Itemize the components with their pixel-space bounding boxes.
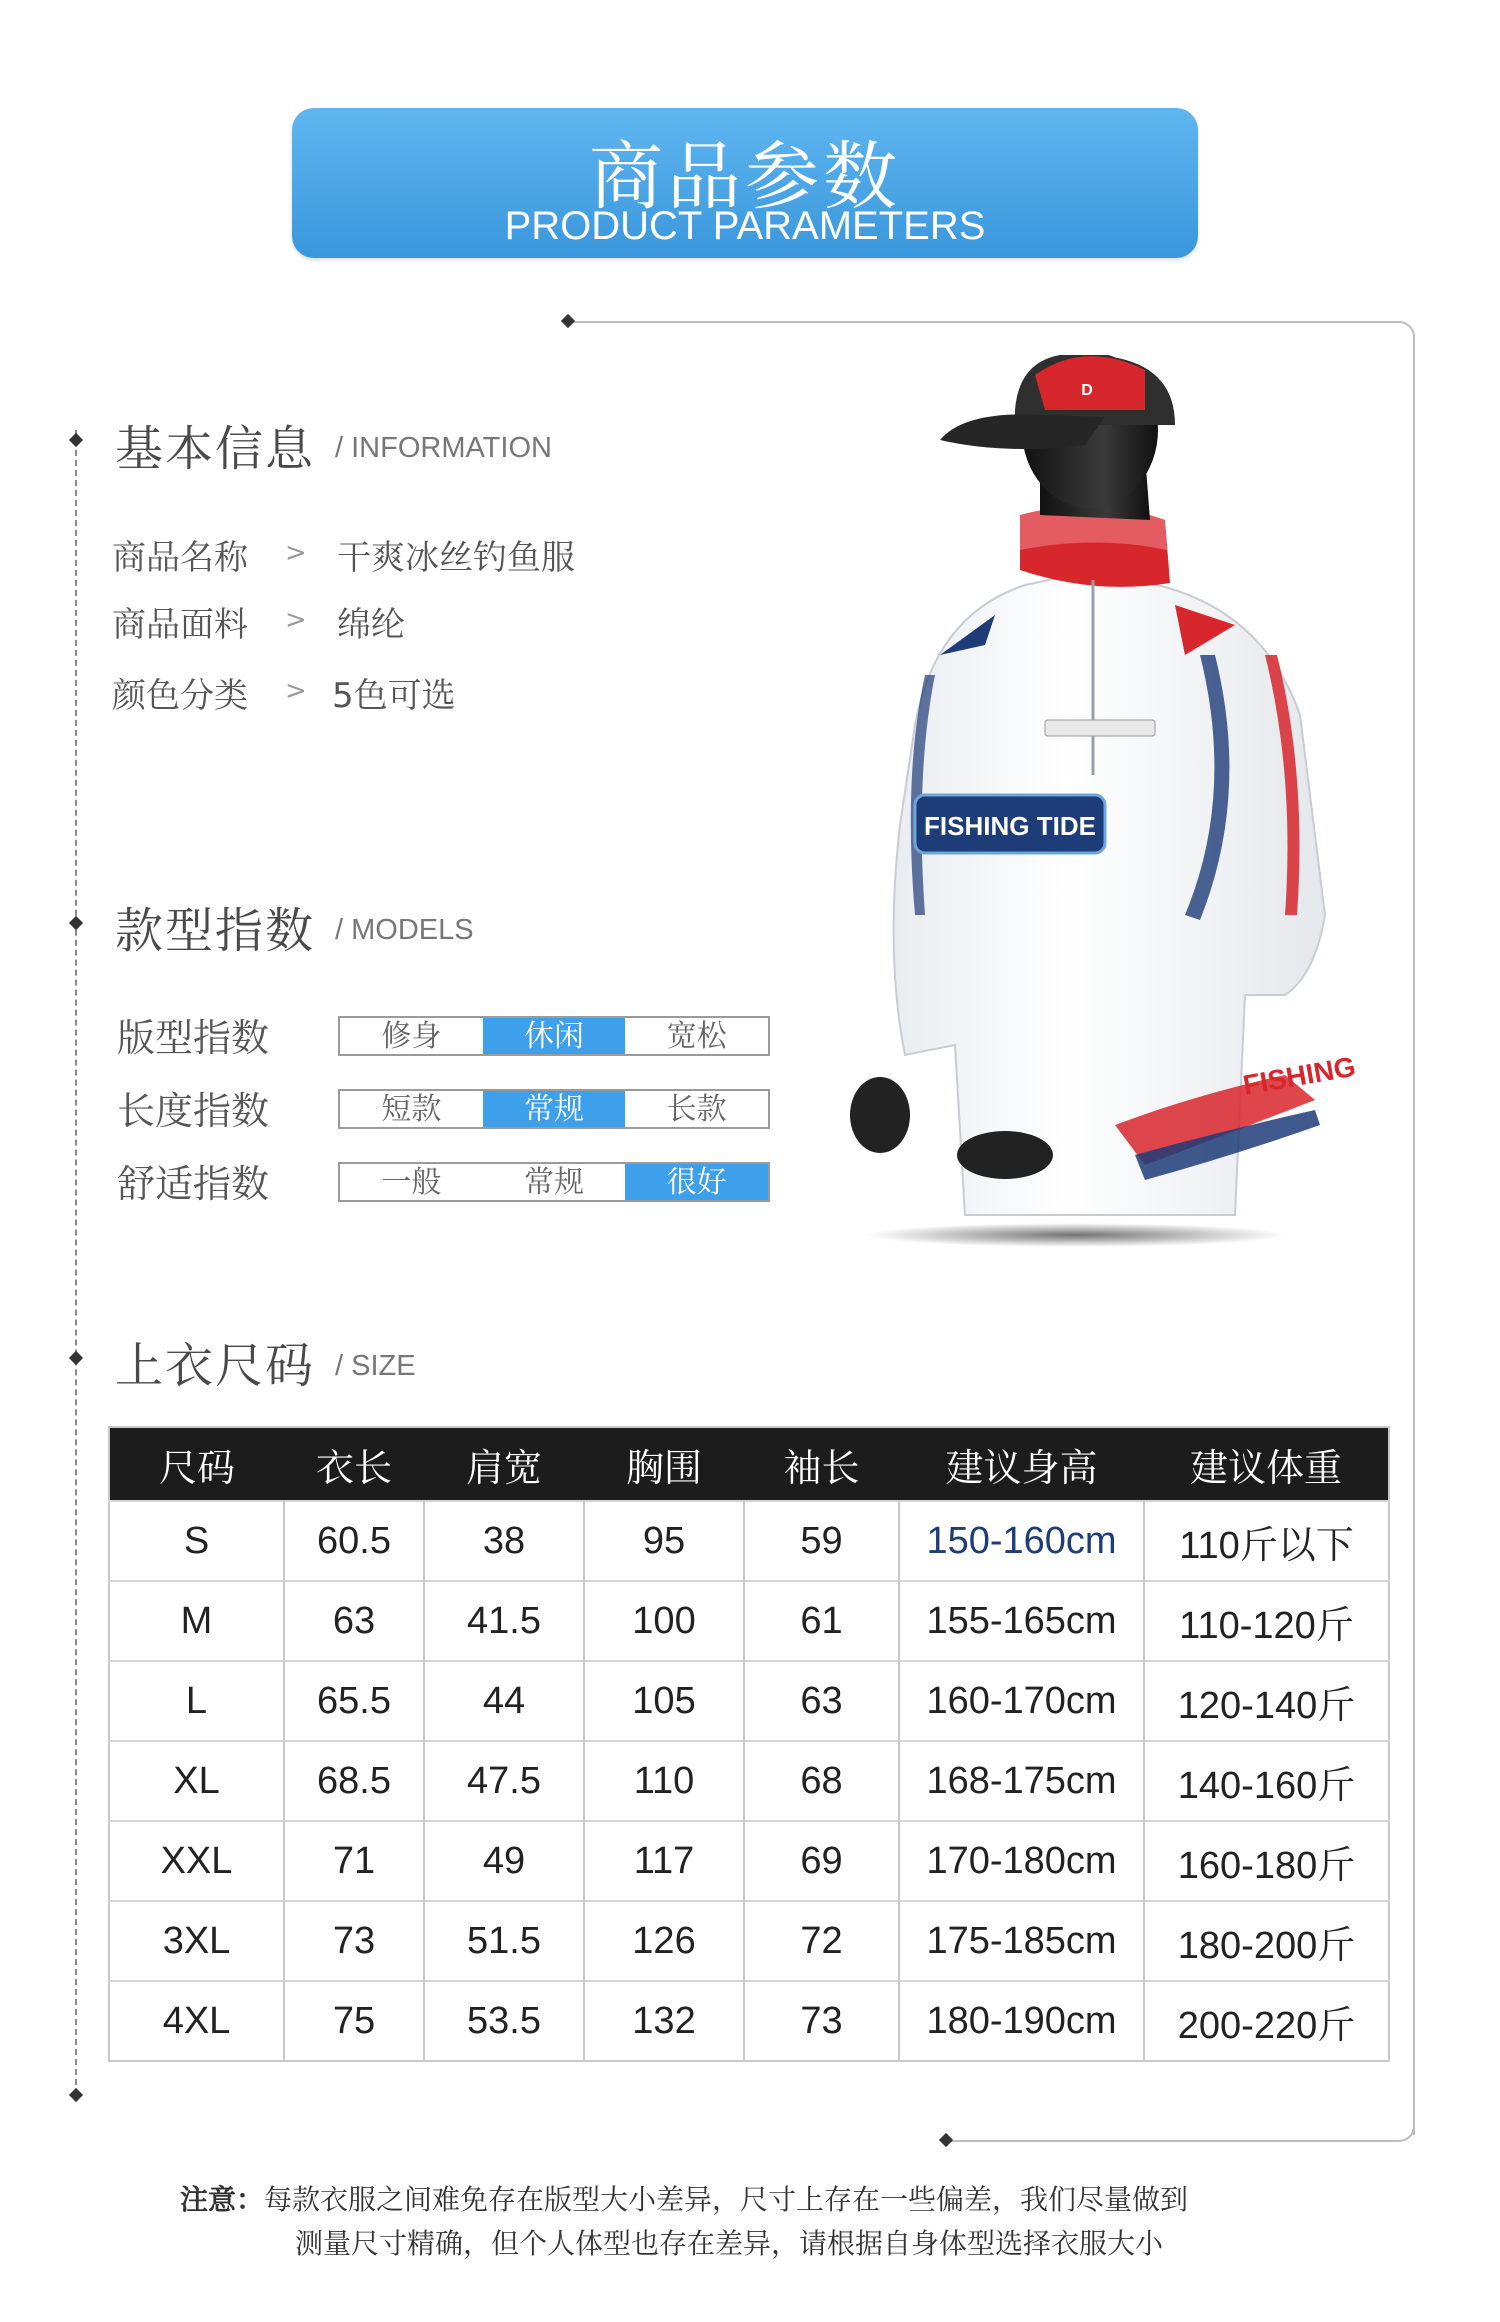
length-option: 长款 [666,1092,727,1127]
model-label-comfort: 舒适指数 [117,1162,270,1206]
frame-corner-top [1395,321,1415,341]
chest-cell: 132 [584,1981,744,2061]
length-cell: 75 [284,1981,424,2061]
section-marker-diamond [69,916,83,930]
chest-logo-text: FISHING TIDE [924,811,1096,841]
frame-corner-bottom [1395,2122,1415,2142]
chest-cell: 110 [584,1741,744,1821]
comfort-option: 常规 [524,1165,584,1200]
right-frame-line [1413,335,1415,2135]
fit-index-scale [338,1016,770,1056]
section-title-models: 款型指数 [115,903,316,959]
column-header: 胸围 [584,1427,744,1501]
height-cell: 155-165cm [899,1581,1144,1661]
height-cell: 170-180cm [899,1821,1144,1901]
info-arrow: > [285,538,307,568]
mannequin-right-hand [957,1131,1053,1179]
sleeve-cell: 69 [744,1821,899,1901]
left-dashed-rule [75,430,77,2095]
table-row [109,1821,1389,1901]
cap-logo: D [1081,382,1093,399]
weight-cell: 200-220斤 [1144,1981,1389,2061]
comfort-option: 一般 [381,1165,442,1200]
height-cell: 175-185cm [899,1901,1144,1981]
column-header: 袖长 [744,1427,899,1501]
size-table-header [109,1427,1389,1501]
size-cell: S [109,1501,284,1581]
shoulder-cell: 38 [424,1501,584,1581]
frame-corner-diamond [939,2133,953,2147]
length-option: 短款 [381,1092,442,1127]
floor-shadow [865,1223,1285,1247]
model-label-length: 长度指数 [117,1089,270,1133]
product-image-mannequin [845,355,1405,1255]
column-header: 肩宽 [424,1427,584,1501]
length-cell: 73 [284,1901,424,1981]
table-row [109,1901,1389,1981]
size-cell: 4XL [109,1981,284,2061]
length-cell: 65.5 [284,1661,424,1741]
column-header: 建议体重 [1144,1427,1389,1501]
model-label-fit: 版型指数 [117,1016,270,1060]
weight-cell: 110斤以下 [1144,1501,1389,1581]
info-value: 干爽冰丝钓鱼服 [337,538,575,578]
shoulder-cell: 47.5 [424,1741,584,1821]
bottom-frame-line [950,2140,1398,2142]
section-subtitle-size: / SIZE [335,1350,416,1382]
shoulder-cell: 41.5 [424,1581,584,1661]
length-option-selected: 常规 [483,1091,626,1127]
fit-option: 宽松 [666,1019,727,1054]
chest-cell: 117 [584,1821,744,1901]
chest-cell: 105 [584,1661,744,1741]
note-text-2: 测量尺寸精确，但个人体型也存在差异，请根据自身体型选择衣服大小 [295,2227,1164,2260]
info-label: 颜色分类 [112,676,248,716]
size-cell: L [109,1661,284,1741]
shoulder-cell: 49 [424,1821,584,1901]
size-table [108,1426,1390,2062]
info-value: 绵纶 [337,605,405,645]
fit-option: 修身 [381,1019,442,1054]
banner-title: 商品参数 [589,134,901,220]
length-index-scale [338,1089,770,1129]
section-marker-diamond [69,2088,83,2102]
table-row [109,1741,1389,1821]
size-cell: 3XL [109,1901,284,1981]
column-header: 衣长 [284,1427,424,1501]
table-row [109,1661,1389,1741]
comfort-index-scale [338,1162,770,1202]
info-arrow: > [285,676,307,706]
info-label: 商品面料 [112,605,248,645]
cap-brim [940,414,1105,449]
length-cell: 60.5 [284,1501,424,1581]
size-note [180,2178,1330,2266]
info-value: 5色可选 [332,676,456,716]
column-header: 建议身高 [899,1427,1144,1501]
top-frame-line [570,321,1400,323]
height-cell: 180-190cm [899,1981,1144,2061]
table-row [109,1501,1389,1581]
section-subtitle-information: / INFORMATION [335,432,552,464]
sleeve-cell: 59 [744,1501,899,1581]
weight-cell: 160-180斤 [1144,1821,1389,1901]
weight-cell: 180-200斤 [1144,1901,1389,1981]
section-marker-diamond [69,433,83,447]
size-cell: XXL [109,1821,284,1901]
note-label: 注意： [180,2183,265,2216]
size-cell: M [109,1581,284,1661]
chest-small-logo [1045,720,1155,736]
length-cell: 68.5 [284,1741,424,1821]
banner-subtitle: PRODUCT PARAMETERS [504,204,986,248]
comfort-option-selected: 很好 [625,1164,768,1200]
chest-cell: 100 [584,1581,744,1661]
weight-cell: 110-120斤 [1144,1581,1389,1661]
table-row [109,1981,1389,2061]
chest-cell: 95 [584,1501,744,1581]
height-cell: 150-160cm [899,1501,1144,1581]
section-title-information: 基本信息 [115,421,316,477]
shoulder-cell: 53.5 [424,1981,584,2061]
sleeve-cell: 68 [744,1741,899,1821]
sleeve-cell: 61 [744,1581,899,1661]
header-banner [292,108,1198,258]
info-arrow: > [285,605,307,635]
shoulder-cell: 44 [424,1661,584,1741]
frame-corner-diamond [561,314,575,328]
sleeve-cell: 63 [744,1661,899,1741]
section-marker-diamond [69,1351,83,1365]
note-line-1 [180,2178,1330,2222]
shoulder-cell: 51.5 [424,1901,584,1981]
fit-option-selected: 休闲 [483,1018,626,1054]
sleeve-cell: 72 [744,1901,899,1981]
chest-cell: 126 [584,1901,744,1981]
weight-cell: 140-160斤 [1144,1741,1389,1821]
table-row [109,1581,1389,1661]
column-header: 尺码 [109,1427,284,1501]
mannequin-left-hand [850,1077,910,1153]
height-cell: 168-175cm [899,1741,1144,1821]
length-cell: 71 [284,1821,424,1901]
note-text-1: 每款衣服之间难免存在版型大小差异，尺寸上存在一些偏差，我们尽量做到 [264,2183,1189,2216]
sleeve-text: FISHING [1240,1050,1358,1101]
info-label: 商品名称 [112,538,248,578]
section-subtitle-models: / MODELS [335,914,474,946]
sleeve-cell: 73 [744,1981,899,2061]
length-cell: 63 [284,1581,424,1661]
section-title-size: 上衣尺码 [115,1338,316,1394]
weight-cell: 120-140斤 [1144,1661,1389,1741]
size-cell: XL [109,1741,284,1821]
height-cell: 160-170cm [899,1661,1144,1741]
